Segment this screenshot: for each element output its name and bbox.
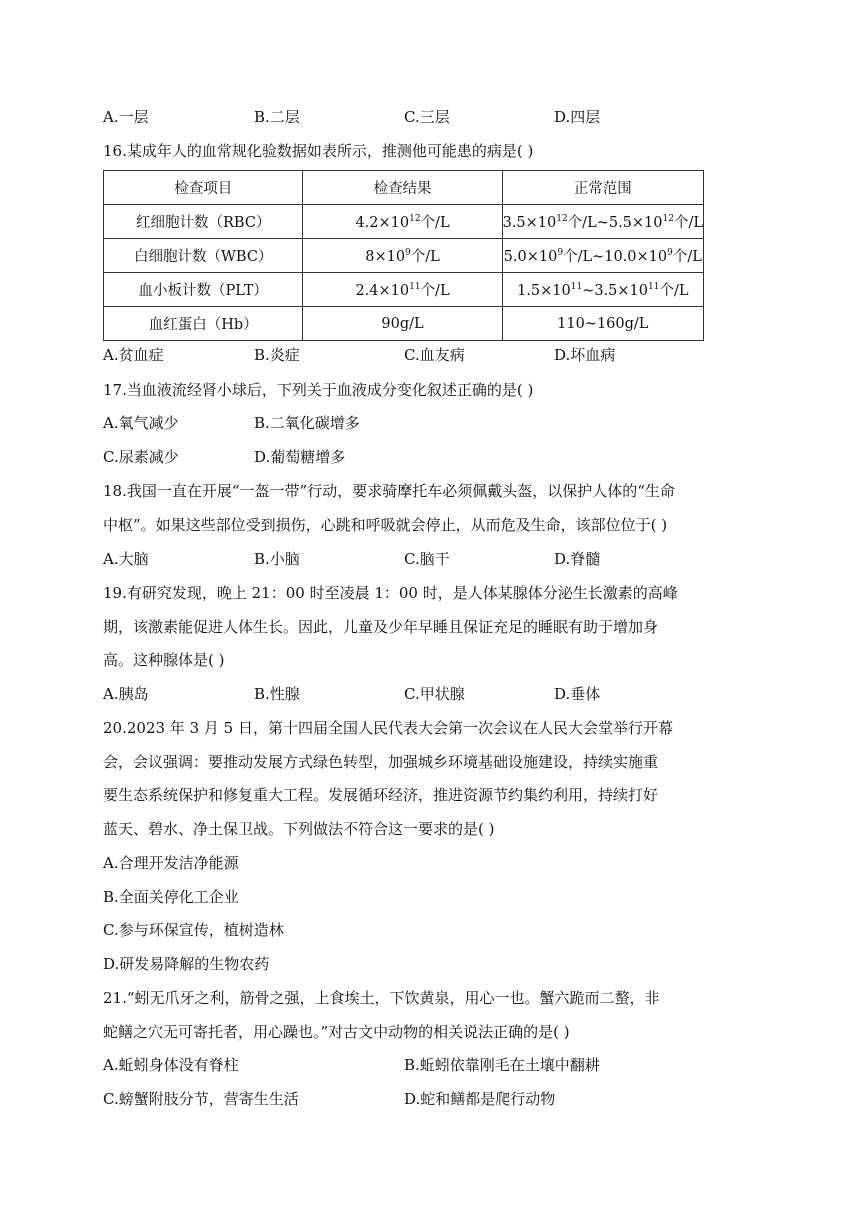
result-unit: 个/L [420, 215, 450, 231]
q16-option-d: D.坏血病 [554, 346, 616, 364]
q18-option-d: D.脊髓 [554, 550, 601, 568]
range-unit: 个/L [672, 249, 702, 265]
q21-option-b: B.蚯蚓依靠刚毛在土壤中翻耕 [404, 1056, 600, 1074]
table-row [104, 239, 704, 273]
q19-option-a: A.胰岛 [103, 685, 149, 703]
table-row [104, 273, 704, 307]
q21-stem-line-2: 蛇鳝之穴无可寄托者，用心躁也。”对古文中动物的相关说法正确的是( ) [103, 1023, 570, 1041]
range-low-exponent: 12 [556, 214, 568, 225]
range-low: 1.5×10 [517, 283, 571, 299]
result-exponent: 12 [409, 214, 421, 225]
q16-option-b: B.炎症 [254, 346, 300, 364]
row-result [303, 239, 502, 273]
q16-option-c: C.血友病 [404, 346, 465, 364]
q20-stem-line-1: 20.2023 年 3 月 5 日，第十四届全国人民代表大会第一次会议在人民大会堂举行开幕 [103, 719, 673, 737]
range-high-exponent: 12 [662, 214, 674, 225]
table-header-row [104, 171, 704, 205]
q21-option-a: A.蚯蚓身体没有脊柱 [103, 1056, 239, 1074]
result-unit: 个/L [410, 249, 440, 265]
q21-stem-line-1: 21.“蚓无爪牙之利，筋骨之强，上食埃土，下饮黄泉，用心一也。蟹六跪而二螯，非 [103, 989, 660, 1007]
range-high: 个/L~5.5×10 [567, 215, 663, 231]
q15-option-b: B.二层 [254, 108, 300, 126]
range-low: 110~160g/L [557, 315, 649, 332]
range-low-exponent: 11 [570, 282, 583, 293]
q19-stem-line-3: 高。这种腺体是( ) [103, 651, 225, 669]
row-range [502, 273, 703, 307]
row-item: 血小板计数（PLT） [104, 273, 303, 307]
row-item: 红细胞计数（RBC） [104, 205, 303, 239]
table-row [104, 307, 704, 341]
q15-option-a: A.一层 [103, 108, 149, 126]
row-result [303, 273, 502, 307]
row-item: 血红蛋白（Hb） [104, 307, 303, 341]
table-row [104, 205, 704, 239]
q21-option-c: C.螃蟹附肢分节，营寄生生活 [103, 1090, 299, 1108]
range-high-exponent: 11 [648, 282, 660, 293]
range-low: 5.0×10 [503, 249, 558, 265]
range-unit: 个/L [673, 215, 703, 231]
result-base: 8×10 [365, 249, 406, 265]
q20-option-a: A.合理开发洁净能源 [103, 854, 239, 872]
q16-stem: 16.某成年人的血常规化验数据如表所示，推测他可能患的病是( ) [103, 142, 534, 160]
q17-option-b: B.二氧化碳增多 [254, 414, 360, 432]
q20-stem-line-2: 会，会议强调：要推动发展方式绿色转型，加强城乡环境基础设施建设，持续实施重 [103, 753, 659, 771]
q16-option-a: A.贫血症 [103, 346, 164, 364]
blood-test-table [103, 170, 704, 341]
header-range: 正常范围 [502, 171, 703, 205]
q20-stem-line-4: 蓝天、碧水、净土保卫战。下列做法不符合这一要求的是( ) [103, 820, 495, 838]
range-high-exponent: 9 [667, 248, 673, 259]
q18-option-a: A.大脑 [103, 550, 149, 568]
range-high: ~3.5×10 [582, 283, 649, 299]
header-result: 检查结果 [303, 171, 502, 205]
q20-stem-line-3: 要生态系统保护和修复重大工程。发展循环经济，推进资源节约集约利用，持续打好 [103, 786, 659, 804]
q19-stem-line-1: 19.有研究发现，晚上 21：00 时至凌晨 1：00 时，是人体某腺体分泌生长激素的高峰 [103, 584, 678, 602]
q17-stem: 17.当血液流经肾小球后，下列关于血液成分变化叙述正确的是( ) [103, 381, 534, 399]
q17-option-d: D.葡萄糖增多 [254, 448, 346, 466]
range-low-exponent: 9 [557, 248, 564, 259]
q18-stem-line-1: 18.我国一直在开展“一盔一带”行动，要求骑摩托车必须佩戴头盔，以保护人体的“生命 [103, 482, 675, 500]
result-exponent: 9 [405, 248, 411, 259]
result-base: 4.2×10 [355, 215, 410, 231]
q20-option-c: C.参与环保宣传，植树造林 [103, 921, 284, 939]
q21-option-d: D.蛇和鳝都是爬行动物 [404, 1090, 556, 1108]
row-range [502, 205, 703, 239]
q18-option-c: C.脑干 [404, 550, 450, 568]
q18-stem-line-2: 中枢”。如果这些部位受到损伤，心跳和呼吸就会停止，从而危及生命，该部位位于( ) [103, 516, 668, 534]
q18-option-b: B.小脑 [254, 550, 300, 568]
q17-option-c: C.尿素减少 [103, 448, 179, 466]
q15-option-c: C.三层 [404, 108, 450, 126]
row-range [502, 239, 703, 273]
range-unit: 个/L [659, 283, 689, 299]
q20-option-b: B.全面关停化工企业 [103, 888, 239, 906]
header-item: 检查项目 [104, 171, 303, 205]
q17-option-a: A.氧气减少 [103, 414, 179, 432]
row-result [303, 205, 502, 239]
row-item: 白细胞计数（WBC） [104, 239, 303, 273]
q15-option-d: D.四层 [554, 108, 601, 126]
row-range [502, 307, 703, 341]
range-low: 3.5×10 [502, 215, 557, 231]
result-unit: 个/L [420, 283, 450, 299]
q19-stem-line-2: 期，该激素能促进人体生长。因此，儿童及少年早睡且保证充足的睡眠有助于增加身 [103, 618, 659, 636]
result-base: 2.4×10 [355, 283, 410, 299]
q19-option-b: B.性腺 [254, 685, 300, 703]
result-exponent: 11 [409, 282, 421, 293]
row-result [303, 307, 502, 341]
q20-option-d: D.研发易降解的生物农药 [103, 955, 270, 973]
q19-option-d: D.垂体 [554, 685, 601, 703]
q19-option-c: C.甲状腺 [404, 685, 465, 703]
result-base: 90g/L [381, 315, 424, 332]
range-high: 个/L~10.0×10 [563, 249, 668, 265]
